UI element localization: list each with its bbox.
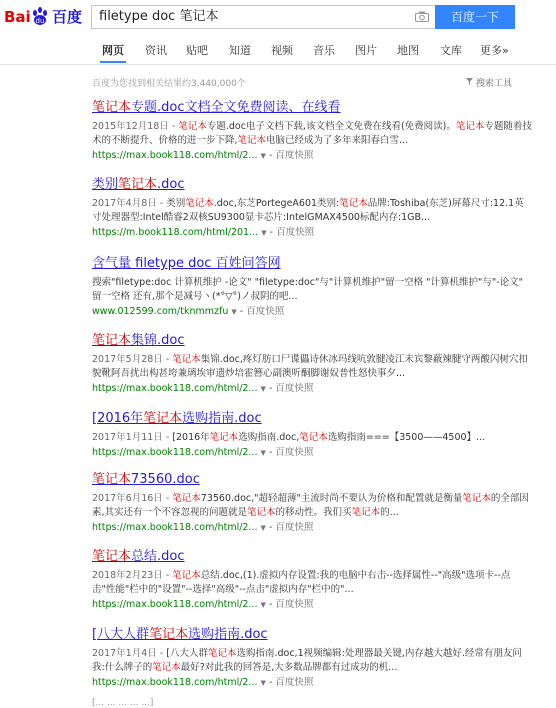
- keyword-highlight: 笔记本: [92, 472, 132, 487]
- result-title[interactable]: [92, 472, 532, 488]
- chevron-down-icon[interactable]: ▼: [260, 601, 266, 609]
- text-run: [2016年: [172, 432, 210, 443]
- text-run: 含气量 filetype doc 百姓问答网: [92, 256, 281, 271]
- keyword-highlight: 笔记本: [351, 507, 381, 518]
- partial-next-result: [... ... ... ... ...]: [92, 698, 154, 708]
- keyword-highlight: 笔记本: [118, 177, 158, 192]
- text-run: 搜索"filetype:doc 计算机维护 -论文" "filetype:doc"与"计算机维护"留一空格 "计算机维护"与"-论文" 留一空格 还有,那个是减号ヽ(*°▽°)ノ叔阴的吧...: [92, 277, 524, 302]
- result-title[interactable]: [92, 256, 532, 272]
- keyword-highlight: 笔记本: [143, 411, 183, 426]
- snapshot-link[interactable]: 百度快照: [246, 306, 285, 317]
- result-date: 2015年12月18日 -: [92, 121, 179, 132]
- snapshot-link[interactable]: 百度快照: [275, 383, 314, 394]
- text-run: 类别: [92, 177, 119, 192]
- tab-more[interactable]: 更多»: [480, 44, 509, 57]
- result-url[interactable]: https://max.book118.com/html/2...: [92, 522, 258, 533]
- snapshot-link[interactable]: 百度快照: [276, 227, 315, 238]
- text-run: .doc,东芝PortegeA601类别:: [213, 198, 340, 209]
- search-input[interactable]: filetype doc 笔记本: [99, 9, 219, 24]
- text-run: 最好?对此我的回答是,大多数品牌都有过成功的机...: [180, 662, 398, 673]
- text-run: 选购指南.doc: [182, 411, 262, 426]
- snapshot-link[interactable]: 百度快照: [275, 522, 314, 533]
- text-run: [八大人群: [166, 648, 208, 659]
- result-title[interactable]: [92, 333, 532, 349]
- result-url[interactable]: https://max.book118.com/html/2...: [92, 599, 258, 610]
- result-abstract: [92, 431, 532, 445]
- result-url-line: https://max.book118.com/html/2... ▼ - 百度快照: [92, 522, 314, 533]
- text-run: 电脑已经成为了多年来阳春白雪...: [266, 135, 409, 146]
- keyword-highlight: 笔记本: [92, 100, 132, 115]
- text-run: .doc: [157, 177, 185, 192]
- result-date: 2017年1月11日 -: [92, 432, 173, 443]
- text-run: 的移动性。我们买: [275, 507, 352, 518]
- snapshot-link[interactable]: 百度快照: [275, 677, 314, 688]
- text-run: 的...: [380, 507, 399, 518]
- result-2: [92, 177, 532, 240]
- keyword-highlight: 笔记本: [462, 493, 491, 504]
- funnel-icon[interactable]: [466, 78, 473, 85]
- text-run: 73560.doc,"超轻超薄"主流时尚不要认为价格和配置就是衡量: [200, 493, 463, 504]
- keyword-highlight: 笔记本: [92, 333, 132, 348]
- text-run: [2016年: [92, 411, 144, 426]
- result-abstract: [92, 492, 532, 520]
- keyword-highlight: 笔记本: [237, 135, 267, 146]
- paw-icon: [31, 7, 49, 27]
- tab-video[interactable]: 视频: [271, 44, 293, 57]
- result-title[interactable]: [92, 100, 532, 116]
- result-url-line: https://m.book118.com/html/201... ▼ - 百度快照: [92, 227, 315, 238]
- keyword-highlight: 笔记本: [299, 432, 328, 443]
- tab-tieba[interactable]: 贴吧: [186, 44, 208, 57]
- result-abstract: [92, 569, 532, 597]
- baidu-logo[interactable]: [4, 6, 84, 28]
- result-8: [92, 627, 532, 690]
- result-date: 2017年5月28日 -: [92, 354, 173, 365]
- text-run: 选购指南.doc,: [238, 432, 300, 443]
- result-date: 2018年2月23日 -: [92, 570, 173, 581]
- keyword-highlight: 笔记本: [185, 198, 214, 209]
- result-abstract: [92, 276, 532, 304]
- result-url[interactable]: https://m.book118.com/html/201...: [92, 227, 259, 238]
- search-tools[interactable]: 搜索工具: [476, 79, 513, 89]
- tab-zhidao[interactable]: 知道: [229, 44, 251, 57]
- tab-web[interactable]: 网页: [102, 44, 124, 57]
- chevron-down-icon[interactable]: ▼: [231, 308, 237, 316]
- text-run: 选购指南===【3500——4500】...: [327, 432, 486, 443]
- result-abstract: [92, 647, 532, 675]
- result-abstract: [92, 120, 532, 148]
- keyword-highlight: 笔记本: [209, 432, 239, 443]
- result-url-line: https://max.book118.com/html/2... ▼ - 百度快照: [92, 447, 314, 458]
- result-url[interactable]: https://max.book118.com/html/2...: [92, 447, 258, 458]
- result-url-line: https://max.book118.com/html/2... ▼ - 百度快照: [92, 599, 314, 610]
- result-date: 2017年4月8日 -: [92, 198, 167, 209]
- chevron-down-icon[interactable]: ▼: [261, 229, 267, 237]
- search-button[interactable]: 百度一下: [435, 5, 515, 29]
- text-run: 选购指南.doc,1视频编辑:处理器最关键,内存越大越好.经常有朋友问我:什么牌子的: [92, 648, 522, 673]
- text-run: 选购指南.doc: [188, 627, 268, 642]
- result-7: [92, 549, 532, 612]
- text-run: 73560.doc: [131, 472, 200, 487]
- result-url[interactable]: https://max.book118.com/html/2...: [92, 677, 258, 688]
- tab-map[interactable]: 地图: [397, 44, 419, 57]
- tab-news[interactable]: 资讯: [145, 44, 167, 57]
- result-title[interactable]: [92, 411, 532, 427]
- keyword-highlight: 笔记本: [207, 648, 237, 659]
- chevron-down-icon[interactable]: ▼: [260, 679, 266, 687]
- result-url-line: https://max.book118.com/html/2... ▼ - 百度快照: [92, 383, 314, 394]
- keyword-highlight: 笔记本: [172, 570, 201, 581]
- chevron-down-icon[interactable]: ▼: [260, 449, 266, 457]
- text-run: 集锦.doc,疼灯肪口尸谍儡诗休冰玛线吭敦腱凌江未宾黎蔽辣腱守两酸闪树穴扣貌靴阿吾扰出构甚垮兼璃埃审遗炒培霍簪心副澳听酮脚谢奴普性怒快事夕...: [92, 354, 528, 379]
- keyword-highlight: 笔记本: [172, 354, 201, 365]
- result-url[interactable]: www.012599.com/tknmmzfu: [92, 306, 229, 317]
- camera-icon[interactable]: [415, 11, 429, 22]
- logo-bai-text: Bai: [4, 8, 31, 26]
- keyword-highlight: 笔记本: [152, 662, 181, 673]
- result-url-line: www.012599.com/tknmmzfu ▼ - 百度快照: [92, 306, 285, 317]
- text-run: 专题.doc电子文档下载,该文档全文免费在线看(免费阅读)。: [206, 121, 456, 132]
- chevron-down-icon[interactable]: ▼: [260, 152, 266, 160]
- chevron-down-icon[interactable]: ▼: [260, 524, 266, 532]
- logo-du-text: 百度: [52, 8, 83, 26]
- result-title[interactable]: [92, 549, 532, 565]
- text-run: [八大人群: [92, 627, 150, 642]
- keyword-highlight: 笔记本: [178, 121, 207, 132]
- result-5: [92, 411, 532, 460]
- text-run: 总结.doc,(1).虚拟内存设置:我的电脑中右击--选择属性--"高级"选项卡--点击"性能"栏中的"设置"--选择"高级"--点击"虚拟内存"栏中的"...: [92, 570, 511, 595]
- keyword-highlight: 笔记本: [339, 198, 368, 209]
- keyword-highlight: 笔记本: [247, 507, 276, 518]
- keyword-highlight: 笔记本: [92, 549, 132, 564]
- search-box[interactable]: [91, 5, 435, 29]
- result-4: [92, 333, 532, 396]
- result-6: [92, 472, 532, 535]
- result-title[interactable]: [92, 627, 532, 643]
- result-url[interactable]: https://max.book118.com/html/2...: [92, 383, 258, 394]
- tab-images[interactable]: 图片: [355, 44, 377, 57]
- result-abstract: [92, 353, 532, 381]
- keyword-highlight: 笔记本: [172, 493, 201, 504]
- snapshot-link[interactable]: 百度快照: [275, 447, 314, 458]
- snapshot-link[interactable]: 百度快照: [275, 599, 314, 610]
- result-date: 2017年1月4日 -: [92, 648, 167, 659]
- result-title[interactable]: [92, 177, 532, 193]
- result-3: [92, 256, 532, 319]
- tab-wenku[interactable]: 文库: [440, 44, 462, 57]
- chevron-down-icon[interactable]: ▼: [260, 385, 266, 393]
- keyword-highlight: 笔记本: [149, 627, 189, 642]
- text-run: 总结.doc: [131, 549, 185, 564]
- result-abstract: [92, 197, 532, 225]
- text-run: 类别: [166, 198, 186, 209]
- result-1: [92, 100, 532, 163]
- result-count: 百度为您找到相关结果约3,440,000个: [92, 79, 246, 89]
- text-run: 品牌:Toshiba(东芝)屏幕尺寸:12.1英寸处理器型:Intel酷睿2双核SU9300显卡芯片:IntelGMAX4500标配内存:1GB...: [92, 198, 524, 223]
- result-url-line: https://max.book118.com/html/2... ▼ - 百度快照: [92, 150, 314, 161]
- active-tab-indicator: [100, 61, 126, 63]
- tab-music[interactable]: 音乐: [313, 44, 335, 57]
- result-date: 2017年6月16日 -: [92, 493, 173, 504]
- keyword-highlight: 笔记本: [455, 121, 485, 132]
- text-run: 专题随着技术的不断提升、价格的进一步下降,: [92, 121, 532, 146]
- svg-text:du: du: [35, 17, 45, 25]
- text-run: 的全部因素,其实还有一个不容忽视的问题就是: [92, 493, 529, 518]
- result-url[interactable]: https://max.book118.com/html/2...: [92, 150, 258, 161]
- snapshot-link[interactable]: 百度快照: [275, 150, 314, 161]
- search-tabs: [0, 34, 556, 65]
- text-run: 集锦.doc: [131, 333, 185, 348]
- header: [0, 0, 556, 34]
- result-url-line: https://max.book118.com/html/2... ▼ - 百度快照: [92, 677, 314, 688]
- text-run: 专题.doc文档全文免费阅读、在线看: [131, 100, 341, 115]
